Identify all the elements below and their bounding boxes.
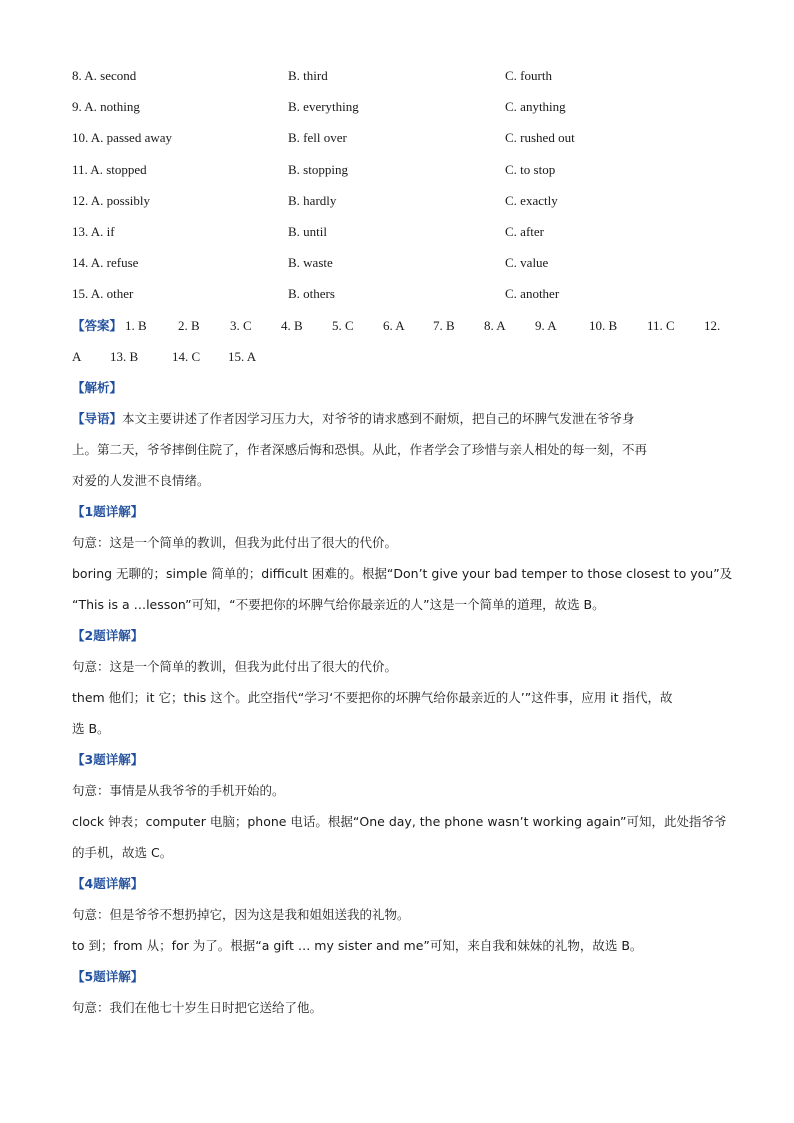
option-c: C. value (505, 255, 549, 271)
option-row-12 (72, 191, 732, 222)
analysis-section (72, 378, 733, 1029)
answer-line-1 (72, 316, 724, 347)
option-a: 13. A. if (72, 223, 115, 239)
answer-item: 9. A (535, 318, 557, 333)
answer-label: 【答案】 (72, 318, 123, 333)
option-b: B. fell over (288, 130, 347, 146)
detail-2-heading: 【2题详解】 (72, 628, 144, 643)
answer-item: 11. C (647, 318, 675, 333)
option-b: B. hardly (288, 192, 337, 208)
detail-1-heading: 【1题详解】 (72, 504, 144, 519)
detail-2-line: 句意：这是一个简单的教训，但我为此付出了很大的代价。 (72, 659, 398, 674)
option-a: 11. A. stopped (72, 161, 147, 177)
detail-4-heading: 【4题详解】 (72, 876, 144, 891)
option-b: B. third (288, 68, 328, 83)
option-c: C. fourth (505, 68, 552, 83)
detail-2-line: 选 B。 (72, 721, 110, 736)
option-b: B. others (288, 286, 335, 302)
detail-5-line: 句意：我们在他七十岁生日时把它送给了他。 (72, 1000, 323, 1015)
option-b: B. everything (288, 99, 359, 115)
answer-item: 4. B (281, 318, 303, 333)
option-a: 14. A. refuse (72, 255, 139, 271)
option-list (72, 66, 732, 316)
answer-item: 10. B (589, 318, 618, 333)
option-row-14 (72, 253, 732, 284)
answer-item: 12. (704, 318, 721, 333)
detail-2-line: them 他们；it 它；this 这个。此空指代“学习‘不要把你的坏脾气给你最亲近的人’”这件事，应用 it 指代，故 (72, 690, 673, 705)
answer-item: 13. B (110, 349, 139, 364)
intro-label: 【导语】 (72, 411, 123, 426)
answer-item: 7. B (433, 318, 455, 333)
option-row-13 (72, 222, 732, 253)
answer-item: 5. C (332, 318, 354, 333)
detail-3-heading: 【3题详解】 (72, 752, 144, 767)
answer-item: 14. C (172, 349, 201, 364)
detail-4-line: to 到；from 从；for 为了。根据“a gift … my sister and me”可知，来自我和妹妹的礼物，故选 B。 (72, 938, 643, 953)
answer-item: 3. C (230, 318, 252, 333)
detail-1-line: 句意：这是一个简单的教训，但我为此付出了很大的代价。 (72, 535, 398, 550)
option-a: 8. A. second (72, 68, 137, 83)
option-b: B. stopping (288, 161, 348, 177)
detail-3-line: clock 钟表；computer 电脑；phone 电话。根据“One day, the phone wasn’t working again”可知，此处指爷爷 (72, 814, 727, 829)
answer-line-2 (72, 347, 724, 378)
detail-3-line: 句意：事情是从我爷爷的手机开始的。 (72, 783, 285, 798)
answer-item: 2. B (178, 318, 200, 333)
option-b: B. waste (288, 255, 333, 271)
detail-5-heading: 【5题详解】 (72, 969, 144, 984)
detail-4-line: 句意：但是爷爷不想扔掉它，因为这是我和姐姐送我的礼物。 (72, 907, 410, 922)
analysis-heading: 【解析】 (72, 380, 123, 395)
intro-line-2: 上。第二天，爷爷摔倒住院了，作者深感后悔和恐惧。从此，作者学会了珍惜与亲人相处的每一刻，不再 (72, 442, 648, 457)
option-a: 10. A. passed away (72, 130, 173, 146)
option-row-10 (72, 128, 732, 159)
option-a: 12. A. possibly (72, 192, 151, 208)
option-row-11 (72, 160, 732, 191)
detail-1-line: “This is a …lesson”可知，“不要把你的坏脾气给你最亲近的人”这是一个简单的道理，故选 B。 (72, 597, 605, 612)
option-a: 9. A. nothing (72, 99, 140, 115)
answer-item: 1. B (125, 318, 147, 333)
answer-item: A (72, 349, 82, 364)
option-row-8 (72, 66, 732, 97)
answer-item: 8. A (484, 318, 506, 333)
option-a: 15. A. other (72, 286, 134, 302)
detail-1-line: boring 无聊的；simple 简单的；difficult 困难的。根据“Don’t give your bad temper to those closest to you”及 (72, 566, 733, 581)
intro-line-3: 对爱的人发泄不良情绪。 (72, 473, 210, 488)
answer-item: 15. A (228, 349, 257, 364)
option-row-15 (72, 284, 732, 315)
option-c: C. exactly (505, 192, 558, 208)
intro-text-1: 本文主要讲述了作者因学习压力大，对爷爷的请求感到不耐烦，把自己的坏脾气发泄在爷爷身 (122, 411, 635, 426)
option-c: C. after (505, 223, 544, 239)
answer-item: 6. A (383, 318, 405, 333)
intro-line-1 (72, 409, 724, 440)
option-c: C. another (505, 286, 560, 302)
answer-key (72, 316, 724, 378)
option-c: C. rushed out (505, 130, 575, 146)
option-b: B. until (288, 223, 328, 239)
option-row-9 (72, 97, 732, 128)
detail-3-line: 的手机，故选 C。 (72, 845, 173, 860)
option-c: C. to stop (505, 161, 556, 177)
option-c: C. anything (505, 99, 566, 115)
